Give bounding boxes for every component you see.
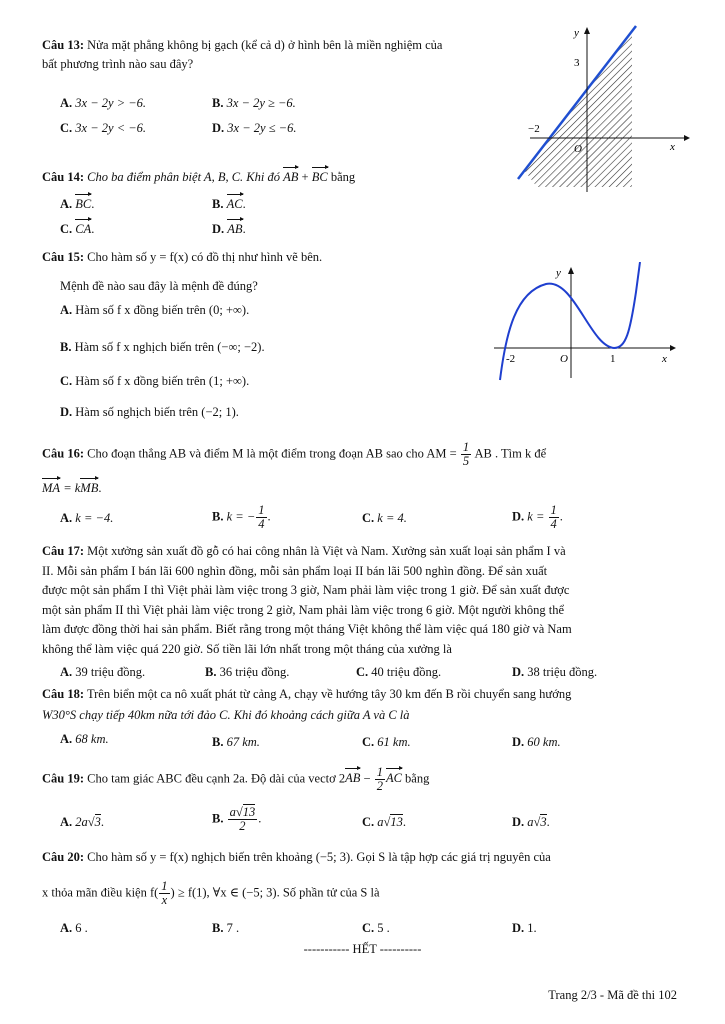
question-15: Câu 15: Cho hàm số y = f(x) có đồ thị như hình vẽ bên.	[42, 250, 323, 264]
option-a[interactable]: A. 2a√3.	[60, 815, 105, 829]
half-plane-graph	[512, 22, 692, 197]
x-axis-arrow	[670, 345, 676, 351]
option-a[interactable]: A. 3x − 2y > −6.	[60, 96, 147, 110]
fraction-1-5: $\frac{1}{5}$	[462, 440, 470, 468]
cubic-function-graph	[490, 262, 680, 382]
option-c[interactable]: C. 61 km.	[362, 735, 411, 749]
vector-ab: AB	[283, 170, 299, 184]
option-a[interactable]: A. Hàm số f x đồng biến trên (0; +∞).	[60, 303, 250, 317]
option-c[interactable]: C. a√13.	[362, 815, 407, 829]
option-b[interactable]: B. 36 triệu đồng.	[205, 665, 290, 679]
option-d[interactable]: D. 1.	[512, 921, 537, 935]
page-number: Trang 2/3 - Mã đề thi 102	[548, 988, 677, 1002]
option-a[interactable]: A. 68 km.	[60, 732, 109, 746]
y-axis-label: y	[556, 267, 561, 279]
option-c[interactable]: C. CA.	[60, 222, 95, 236]
vector-bc: BC	[311, 170, 328, 184]
tick-1: 1	[610, 353, 616, 365]
option-d[interactable]: D. Hàm số nghịch biến trên (−2; 1).	[60, 405, 239, 419]
option-b[interactable]: B. Hàm số f x nghịch biến trên (−∞; −2).	[60, 340, 265, 354]
option-d[interactable]: D. 3x − 2y ≤ −6.	[212, 121, 297, 135]
origin-label: O	[560, 353, 568, 365]
option-a[interactable]: A. BC.	[60, 197, 95, 211]
option-c[interactable]: C. Hàm số f x đồng biến trên (1; +∞).	[60, 374, 250, 388]
x-axis-label: x	[662, 353, 667, 365]
tick-y-3: 3	[574, 57, 580, 69]
end-marker: ----------- HẾT ----------	[303, 942, 422, 956]
y-axis-label: y	[574, 27, 579, 39]
option-b[interactable]: B. $\frac{a√13}{2}$ .	[212, 805, 262, 833]
origin-label: O	[574, 143, 582, 155]
option-b[interactable]: B. AC.	[212, 197, 246, 211]
option-a[interactable]: A. 6 .	[60, 921, 88, 935]
y-axis-arrow	[584, 27, 590, 34]
option-d[interactable]: D. k = $\frac{1}{4}$ .	[512, 503, 563, 531]
function-curve	[500, 262, 640, 380]
option-c[interactable]: C. 3x − 2y < −6.	[60, 121, 147, 135]
x-axis-arrow	[684, 135, 690, 141]
option-b[interactable]: B. k = − $\frac{1}{4}$ .	[212, 503, 271, 531]
question-16: Câu 16: Cho đoạn thẳng AB và điểm M là một điểm trong đoạn AB sao cho AM = $\frac{1}{5}$ AB . Tìm k để	[42, 440, 547, 468]
question-20-cont: x thỏa mãn điều kiện f( $\frac{1}{x}$ ) ≥ f(1), ∀x ∈ (−5; 3). Số phần tử của S là	[42, 879, 380, 907]
option-d[interactable]: D. 38 triệu đồng.	[512, 665, 598, 679]
question-20: Câu 20: Cho hàm số y = f(x) nghịch biến trên khoảng (−5; 3). Gọi S là tập hợp các giá trị nguyên của	[42, 850, 551, 864]
question-19: Câu 19: Cho tam giác ABC đều cạnh 2a. Độ dài của vectơ 2AB − $\frac{1}{2}$ AC bằng	[42, 765, 430, 793]
tick-x-neg2: −2	[528, 123, 540, 135]
option-c[interactable]: C. 40 triệu đồng.	[356, 665, 442, 679]
y-axis-arrow	[568, 267, 574, 274]
option-b[interactable]: B. 7 .	[212, 921, 240, 935]
question-16-cont: MA = kMB.	[42, 481, 102, 495]
question-17: Câu 17: Một xưởng sản xuất đồ gỗ có hai công nhân là Việt và Nam. Xưởng sản xuất loại sản phẩm I và II. Mỗi sản phẩm I bán lãi 600 nghìn đồng, mỗi sản phẩm loại II bán lãi 500 nghìn đồng. Để sản xuất được một sản phẩm I thì Việt phải làm việc trong 3 giờ, Nam phải làm việc trong 1 giờ. Để sản xuất được một sản phẩm II thì Việt phải làm việc trong 2 giờ, Nam phải làm việc trong 6 giờ. Một người không thể làm được đồng thời hai sản phẩm. Biết rằng trong một tháng Việt không thể làm việc quá 180 giờ và Nam không thể làm việc quá 220 giờ. Số tiền lãi lớn nhất trong một tháng của xưởng là	[42, 544, 572, 656]
question-text-cont: bất phương trình nào sau đây?	[42, 57, 194, 71]
tick-neg2: -2	[506, 353, 516, 365]
question-text: Nửa mặt phẳng không bị gạch (kể cả d) ở hình bên là miền nghiệm của	[87, 38, 443, 52]
option-c[interactable]: C. 5 .	[362, 921, 390, 935]
option-b[interactable]: B. 67 km.	[212, 735, 260, 749]
option-a[interactable]: A. 39 triệu đồng.	[60, 665, 146, 679]
question-18: Câu 18: Trên biển một ca nô xuất phát từ cảng A, chạy về hướng tây 30 km đến B rồi chuyển sang hướng W30°S chạy tiếp 40km nữa tới đảo C. Khi đó khoảng cách giữa A và C là	[42, 687, 572, 722]
x-axis-label: x	[670, 141, 675, 153]
option-d[interactable]: D. AB.	[212, 222, 246, 236]
option-b[interactable]: B. 3x − 2y ≥ −6.	[212, 96, 296, 110]
option-a[interactable]: A. k = −4.	[60, 511, 114, 525]
question-prompt: Mệnh đề nào sau đây là mệnh đề đúng?	[60, 279, 258, 293]
option-d[interactable]: D. 60 km.	[512, 735, 561, 749]
question-number: Câu 13:	[42, 38, 85, 52]
question-14: Câu 14: Cho ba điểm phân biệt A, B, C. Khi đó AB + BC bằng	[42, 170, 356, 184]
option-d[interactable]: D. a√3.	[512, 815, 550, 829]
option-c[interactable]: C. k = 4.	[362, 511, 407, 525]
